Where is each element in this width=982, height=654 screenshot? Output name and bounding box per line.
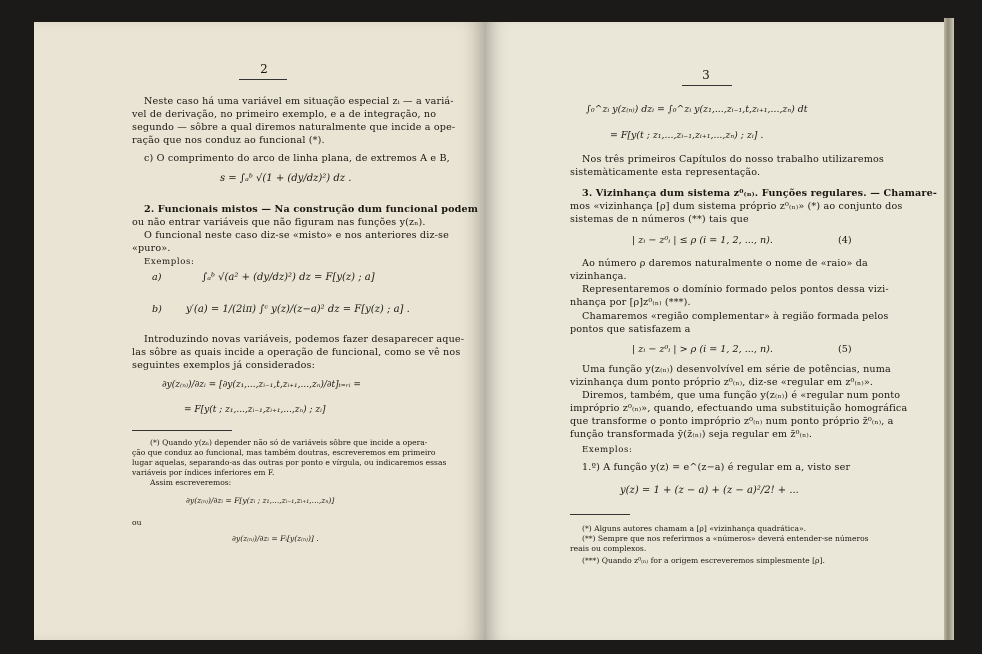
footnote-line: (**) Sempre que nos referirmos a «números» deverá entender-se números: [582, 534, 869, 543]
page-number: 2: [260, 62, 268, 76]
equation-4: | zᵢ − z⁰ᵢ | ≤ ρ (i = 1, 2, ..., n).: [632, 235, 773, 246]
text-line: Representaremos o domínio formado pelos pontos dessa vizi-: [582, 284, 889, 295]
footnote-line: lugar aquelas, separando-as das outras por ponto e vírgula, ou indicaremos essas: [132, 458, 447, 467]
text-line: las sôbre as quais incide a operação de funcional, como se vê nos: [132, 347, 461, 358]
footnote-line: (*) Alguns autores chamam a [ρ] «vizinhança quadrática».: [582, 524, 807, 533]
page-number: 3: [702, 68, 710, 82]
footnote-rule: [132, 430, 232, 431]
equation-5: | zᵢ − z⁰ᵢ | > ρ (i = 1, 2, ..., n).: [632, 344, 773, 355]
section-heading: 2. Funcionais mistos — Na construção dum funcional podem: [144, 204, 479, 215]
text-line: Uma função y(z₍ₙ₎) desenvolvível em série de potências, numa: [582, 364, 891, 375]
text-line: Neste caso há uma variável em situação especial zᵢ — a variá-: [144, 96, 454, 107]
header-rule: [239, 79, 287, 80]
footnote-line: ou: [132, 518, 142, 527]
text-line: vizinhança.: [570, 271, 627, 282]
text-line: Introduzindo novas variáveis, podemos fazer desaparecer aque-: [144, 334, 465, 345]
example-a-equation: ∫ₐᵇ √(a² + (dy/dz)²) dz = F[y(z) ; a]: [202, 272, 375, 283]
right-page: [486, 22, 944, 640]
example-b-label: b): [152, 304, 162, 315]
text-line: mos «vizinhança [ρ] dum sistema próprio z⁰₍ₙ₎» (*) ao conjunto dos: [570, 201, 903, 212]
text-line: Chamaremos «região complementar» à região formada pelos: [582, 311, 889, 322]
text-line: O funcional neste caso diz-se «misto» e nos anteriores diz-se: [144, 230, 449, 241]
text-line: vizinhança dum ponto próprio z⁰₍ₙ₎, diz-se «regular em z⁰₍ₙ₎».: [570, 377, 874, 388]
equation-5-number: (5): [838, 344, 852, 355]
text-line: função transformada ȳ(z̄₍ₙ₎) seja regular em z̄⁰₍ₙ₎.: [570, 429, 813, 440]
footnote-line: ção que conduz ao funcional, mas também doutras, escreveremos em primeiro: [132, 448, 436, 457]
text-line: Diremos, também, que uma função y(z₍ₙ₎) é «regular num ponto: [582, 390, 901, 401]
arc-length-equation: s = ∫ₐᵇ √(1 + (dy/dz)²) dz .: [220, 173, 352, 184]
functional-equation: = F[y(t ; z₁,...,zᵢ₋₁,zᵢ₊₁,...,zₙ) ; zᵢ]: [184, 405, 326, 415]
text-line: vel de derivação, no primeiro exemplo, e a de integração, no: [132, 109, 437, 120]
text-line: impróprio z⁰₍ₙ₎», quando, efectuando uma substituição homográfica: [570, 403, 908, 414]
footnote-line: variáveis por índices inferiores em F.: [132, 468, 275, 477]
footnote-equation: ∂y(z₍ₙ₎)/∂zᵢ = F[y(zᵢ ; z₁,...,zᵢ₋₁,zᵢ₊₁,...,zₙ)]: [186, 496, 335, 505]
example-a-label: a): [152, 272, 162, 283]
text-line: seguintes exemplos já considerados:: [132, 360, 316, 371]
text-line: Ao número ρ daremos naturalmente o nome de «raio» da: [582, 258, 868, 269]
text-line: segundo — sôbre a qual diremos naturalmente que incide a ope-: [132, 122, 456, 133]
examples-heading: Exemplos:: [582, 445, 633, 455]
footnote-rule: [570, 514, 630, 515]
examples-heading: Exemplos:: [144, 257, 195, 267]
integral-equation: ∫₀^zᵢ y(z₍ₙ₎) dzᵢ = ∫₀^zᵢ y(z₁,...,zᵢ₋₁,t,zᵢ₊₁,...,zₙ) dt: [586, 104, 808, 115]
page-edges: [944, 18, 954, 640]
text-line: sistemàticamente esta representação.: [570, 167, 761, 178]
integral-equation-continued: = F[y(t ; z₁,...,zᵢ₋₁,zᵢ₊₁,...,zₙ) ; zᵢ] .: [610, 130, 764, 141]
text-line: ração que nos conduz ao funcional (*).: [132, 135, 325, 146]
equation-4-number: (4): [838, 235, 852, 246]
text-line: que transforme o ponto impróprio z⁰₍ₙ₎ num ponto próprio z̄⁰₍ₙ₎, a: [570, 416, 894, 427]
header-rule: [682, 85, 732, 86]
footnote-line: (***) Quando z⁰₍ₙ₎ for a origem escreveremos simplesmente [ρ].: [582, 556, 825, 565]
footnote-line: reais ou complexos.: [570, 544, 647, 553]
text-line: Nos três primeiros Capítulos do nosso trabalho utilizaremos: [582, 154, 884, 165]
footnote-line: (*) Quando y(zₙ) depender não só de variáveis sôbre que incide a opera-: [150, 438, 428, 447]
text-line: ou não entrar variáveis que não figuram nas funções y(zₙ).: [132, 217, 426, 228]
left-page: [34, 22, 486, 640]
text-line: «puro».: [132, 243, 171, 254]
footnote-equation: ∂y(z₍ₙ₎)/∂zᵢ = Fᵢ[y(z₍ₙ₎)] .: [232, 534, 319, 543]
text-line: nhança por [ρ]z⁰₍ₙ₎ (***).: [570, 297, 691, 308]
text-line: 1.º) A função y(z) = e^(z−a) é regular em a, visto ser: [582, 462, 851, 473]
example-b-equation: y′(a) = 1/(2iπ) ∫ᶜ y(z)/(z−a)² dz = F[y(z) ; a] .: [186, 304, 410, 315]
footnote-line: Assim escreveremos:: [150, 478, 232, 487]
text-line: pontos que satisfazem a: [570, 324, 691, 335]
series-equation: y(z) = 1 + (z − a) + (z − a)²/2! + ...: [620, 485, 799, 496]
derivative-equation: ∂y(z₍ₙ₎)/∂zᵢ = [∂y(z₁,...,zᵢ₋₁,t,zᵢ₊₁,...,zₙ)/∂t]ₜ₌ᵣᵢ =: [162, 380, 361, 390]
text-line: c) O comprimento do arco de linha plana, de extremos A e B,: [144, 153, 450, 164]
text-line: sistemas de n números (**) tais que: [570, 214, 749, 225]
section-heading: 3. Vizinhança dum sistema z⁰₍ₙ₎. Funções regulares. — Chamare-: [582, 188, 937, 199]
